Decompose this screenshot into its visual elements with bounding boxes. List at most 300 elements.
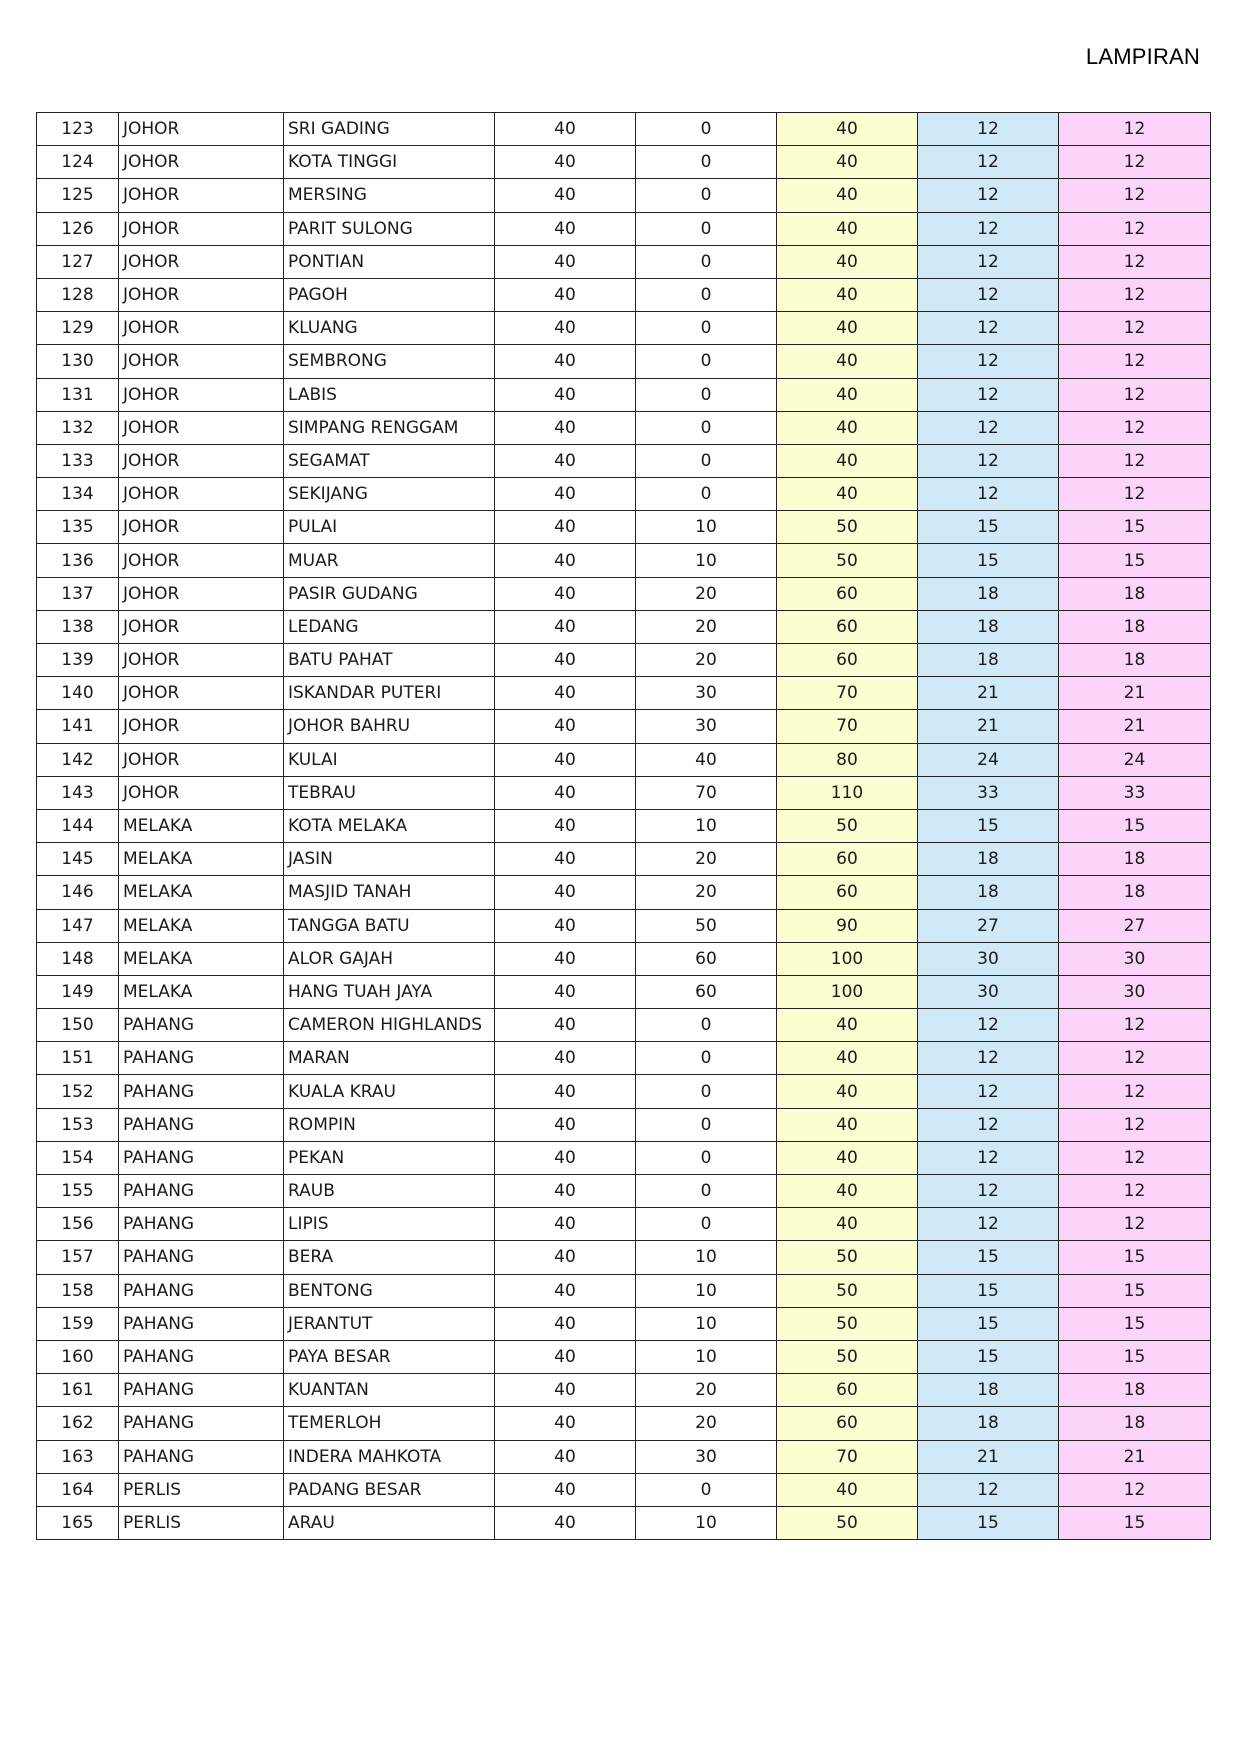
row-number-cell: 156: [37, 1208, 119, 1241]
row-number-cell: 149: [37, 975, 119, 1008]
base-value-cell: 40: [495, 1473, 636, 1506]
total-value-cell: 40: [777, 179, 918, 212]
table-row: [37, 942, 1211, 975]
share-value-cell-2: 12: [1059, 345, 1211, 378]
share-value-cell-2: 12: [1059, 378, 1211, 411]
share-value-cell-1: 15: [918, 1241, 1059, 1274]
constituency-cell: KULAI: [284, 743, 495, 776]
share-value-cell-2: 12: [1059, 1208, 1211, 1241]
base-value-cell: 40: [495, 113, 636, 146]
table-row: [37, 809, 1211, 842]
share-value-cell-1: 12: [918, 1141, 1059, 1174]
constituency-cell: TEMERLOH: [284, 1407, 495, 1440]
row-number-cell: 126: [37, 212, 119, 245]
total-value-cell: 50: [777, 1307, 918, 1340]
constituency-cell: LEDANG: [284, 610, 495, 643]
state-cell: JOHOR: [119, 378, 284, 411]
share-value-cell-2: 12: [1059, 1108, 1211, 1141]
additional-value-cell: 10: [636, 1241, 777, 1274]
share-value-cell-1: 12: [918, 1075, 1059, 1108]
additional-value-cell: 0: [636, 245, 777, 278]
base-value-cell: 40: [495, 1108, 636, 1141]
table-row: [37, 610, 1211, 643]
share-value-cell-1: 12: [918, 444, 1059, 477]
share-value-cell-2: 15: [1059, 809, 1211, 842]
table-row: [37, 1175, 1211, 1208]
constituency-cell: SEGAMAT: [284, 444, 495, 477]
share-value-cell-2: 12: [1059, 245, 1211, 278]
additional-value-cell: 20: [636, 610, 777, 643]
base-value-cell: 40: [495, 511, 636, 544]
total-value-cell: 40: [777, 411, 918, 444]
constituency-cell: JASIN: [284, 843, 495, 876]
share-value-cell-1: 12: [918, 1473, 1059, 1506]
table-row: [37, 345, 1211, 378]
base-value-cell: 40: [495, 278, 636, 311]
state-cell: JOHOR: [119, 146, 284, 179]
row-number-cell: 160: [37, 1340, 119, 1373]
state-cell: PAHANG: [119, 1274, 284, 1307]
row-number-cell: 152: [37, 1075, 119, 1108]
base-value-cell: 40: [495, 1241, 636, 1274]
share-value-cell-2: 15: [1059, 544, 1211, 577]
base-value-cell: 40: [495, 1175, 636, 1208]
table-row: [37, 146, 1211, 179]
share-value-cell-2: 21: [1059, 677, 1211, 710]
total-value-cell: 50: [777, 1506, 918, 1539]
state-cell: PAHANG: [119, 1108, 284, 1141]
base-value-cell: 40: [495, 312, 636, 345]
total-value-cell: 40: [777, 345, 918, 378]
constituency-cell: PONTIAN: [284, 245, 495, 278]
additional-value-cell: 10: [636, 1274, 777, 1307]
table-row: [37, 444, 1211, 477]
constituency-cell: TANGGA BATU: [284, 909, 495, 942]
share-value-cell-1: 12: [918, 411, 1059, 444]
share-value-cell-2: 18: [1059, 644, 1211, 677]
share-value-cell-1: 12: [918, 1208, 1059, 1241]
share-value-cell-1: 18: [918, 876, 1059, 909]
share-value-cell-2: 15: [1059, 1506, 1211, 1539]
state-cell: JOHOR: [119, 776, 284, 809]
row-number-cell: 124: [37, 146, 119, 179]
row-number-cell: 123: [37, 113, 119, 146]
table-row: [37, 644, 1211, 677]
total-value-cell: 70: [777, 1440, 918, 1473]
allocation-table: [36, 112, 1211, 1540]
total-value-cell: 50: [777, 809, 918, 842]
state-cell: JOHOR: [119, 677, 284, 710]
state-cell: JOHOR: [119, 644, 284, 677]
constituency-cell: KOTA TINGGI: [284, 146, 495, 179]
table-row: [37, 1108, 1211, 1141]
row-number-cell: 153: [37, 1108, 119, 1141]
state-cell: JOHOR: [119, 212, 284, 245]
share-value-cell-1: 12: [918, 1175, 1059, 1208]
constituency-cell: BENTONG: [284, 1274, 495, 1307]
state-cell: MELAKA: [119, 909, 284, 942]
table-row: [37, 278, 1211, 311]
table-row: [37, 1307, 1211, 1340]
share-value-cell-1: 12: [918, 312, 1059, 345]
state-cell: JOHOR: [119, 179, 284, 212]
base-value-cell: 40: [495, 610, 636, 643]
constituency-cell: MASJID TANAH: [284, 876, 495, 909]
total-value-cell: 60: [777, 1374, 918, 1407]
share-value-cell-2: 12: [1059, 411, 1211, 444]
additional-value-cell: 0: [636, 411, 777, 444]
row-number-cell: 146: [37, 876, 119, 909]
row-number-cell: 133: [37, 444, 119, 477]
additional-value-cell: 0: [636, 1108, 777, 1141]
total-value-cell: 40: [777, 1075, 918, 1108]
share-value-cell-2: 12: [1059, 278, 1211, 311]
additional-value-cell: 0: [636, 278, 777, 311]
state-cell: JOHOR: [119, 544, 284, 577]
table-row: [37, 1374, 1211, 1407]
row-number-cell: 134: [37, 478, 119, 511]
additional-value-cell: 0: [636, 179, 777, 212]
table-row: [37, 1506, 1211, 1539]
base-value-cell: 40: [495, 776, 636, 809]
additional-value-cell: 20: [636, 577, 777, 610]
share-value-cell-1: 15: [918, 511, 1059, 544]
constituency-cell: MUAR: [284, 544, 495, 577]
share-value-cell-1: 15: [918, 544, 1059, 577]
row-number-cell: 142: [37, 743, 119, 776]
total-value-cell: 40: [777, 1009, 918, 1042]
row-number-cell: 137: [37, 577, 119, 610]
table-row: [37, 113, 1211, 146]
share-value-cell-2: 12: [1059, 1075, 1211, 1108]
share-value-cell-1: 18: [918, 1374, 1059, 1407]
additional-value-cell: 0: [636, 1075, 777, 1108]
share-value-cell-1: 21: [918, 677, 1059, 710]
row-number-cell: 151: [37, 1042, 119, 1075]
total-value-cell: 60: [777, 843, 918, 876]
share-value-cell-1: 21: [918, 710, 1059, 743]
total-value-cell: 40: [777, 378, 918, 411]
share-value-cell-2: 18: [1059, 610, 1211, 643]
total-value-cell: 80: [777, 743, 918, 776]
total-value-cell: 50: [777, 511, 918, 544]
share-value-cell-2: 12: [1059, 312, 1211, 345]
table-row: [37, 843, 1211, 876]
row-number-cell: 136: [37, 544, 119, 577]
table-row: [37, 1042, 1211, 1075]
table-row: [37, 776, 1211, 809]
total-value-cell: 40: [777, 1042, 918, 1075]
state-cell: PAHANG: [119, 1208, 284, 1241]
share-value-cell-2: 24: [1059, 743, 1211, 776]
share-value-cell-2: 12: [1059, 212, 1211, 245]
state-cell: PERLIS: [119, 1473, 284, 1506]
additional-value-cell: 0: [636, 345, 777, 378]
base-value-cell: 40: [495, 743, 636, 776]
state-cell: PAHANG: [119, 1440, 284, 1473]
total-value-cell: 70: [777, 710, 918, 743]
total-value-cell: 60: [777, 577, 918, 610]
row-number-cell: 157: [37, 1241, 119, 1274]
constituency-cell: MERSING: [284, 179, 495, 212]
base-value-cell: 40: [495, 544, 636, 577]
row-number-cell: 125: [37, 179, 119, 212]
additional-value-cell: 20: [636, 843, 777, 876]
share-value-cell-1: 15: [918, 809, 1059, 842]
constituency-cell: HANG TUAH JAYA: [284, 975, 495, 1008]
total-value-cell: 40: [777, 146, 918, 179]
table-row: [37, 1473, 1211, 1506]
row-number-cell: 158: [37, 1274, 119, 1307]
constituency-cell: PEKAN: [284, 1141, 495, 1174]
share-value-cell-2: 18: [1059, 843, 1211, 876]
additional-value-cell: 0: [636, 378, 777, 411]
total-value-cell: 40: [777, 444, 918, 477]
total-value-cell: 40: [777, 1175, 918, 1208]
base-value-cell: 40: [495, 1075, 636, 1108]
constituency-cell: INDERA MAHKOTA: [284, 1440, 495, 1473]
share-value-cell-2: 12: [1059, 1009, 1211, 1042]
share-value-cell-1: 12: [918, 478, 1059, 511]
table-row: [37, 1075, 1211, 1108]
table-row: [37, 975, 1211, 1008]
base-value-cell: 40: [495, 378, 636, 411]
constituency-cell: BERA: [284, 1241, 495, 1274]
table-row: [37, 544, 1211, 577]
share-value-cell-2: 12: [1059, 1175, 1211, 1208]
constituency-cell: SIMPANG RENGGAM: [284, 411, 495, 444]
additional-value-cell: 0: [636, 1175, 777, 1208]
share-value-cell-1: 24: [918, 743, 1059, 776]
share-value-cell-1: 12: [918, 1042, 1059, 1075]
share-value-cell-1: 12: [918, 1009, 1059, 1042]
additional-value-cell: 10: [636, 809, 777, 842]
share-value-cell-2: 15: [1059, 1274, 1211, 1307]
table-row: [37, 876, 1211, 909]
additional-value-cell: 0: [636, 1208, 777, 1241]
additional-value-cell: 60: [636, 942, 777, 975]
base-value-cell: 40: [495, 876, 636, 909]
table-row: [37, 245, 1211, 278]
constituency-cell: ISKANDAR PUTERI: [284, 677, 495, 710]
table-row: [37, 1009, 1211, 1042]
share-value-cell-1: 12: [918, 378, 1059, 411]
total-value-cell: 40: [777, 113, 918, 146]
share-value-cell-1: 21: [918, 1440, 1059, 1473]
constituency-cell: ROMPIN: [284, 1108, 495, 1141]
state-cell: PAHANG: [119, 1374, 284, 1407]
base-value-cell: 40: [495, 1374, 636, 1407]
base-value-cell: 40: [495, 245, 636, 278]
additional-value-cell: 10: [636, 1506, 777, 1539]
row-number-cell: 138: [37, 610, 119, 643]
row-number-cell: 128: [37, 278, 119, 311]
share-value-cell-1: 18: [918, 843, 1059, 876]
total-value-cell: 60: [777, 610, 918, 643]
share-value-cell-1: 12: [918, 345, 1059, 378]
table-row: [37, 478, 1211, 511]
table-row: [37, 909, 1211, 942]
share-value-cell-1: 18: [918, 644, 1059, 677]
table-row: [37, 1440, 1211, 1473]
total-value-cell: 100: [777, 942, 918, 975]
base-value-cell: 40: [495, 1340, 636, 1373]
constituency-cell: PAYA BESAR: [284, 1340, 495, 1373]
row-number-cell: 141: [37, 710, 119, 743]
share-value-cell-2: 12: [1059, 444, 1211, 477]
state-cell: PAHANG: [119, 1075, 284, 1108]
state-cell: PAHANG: [119, 1009, 284, 1042]
share-value-cell-2: 18: [1059, 1407, 1211, 1440]
state-cell: MELAKA: [119, 975, 284, 1008]
additional-value-cell: 0: [636, 1042, 777, 1075]
constituency-cell: SRI GADING: [284, 113, 495, 146]
share-value-cell-1: 33: [918, 776, 1059, 809]
row-number-cell: 150: [37, 1009, 119, 1042]
table-row: [37, 1241, 1211, 1274]
constituency-cell: PADANG BESAR: [284, 1473, 495, 1506]
row-number-cell: 147: [37, 909, 119, 942]
total-value-cell: 40: [777, 478, 918, 511]
share-value-cell-1: 30: [918, 942, 1059, 975]
additional-value-cell: 0: [636, 478, 777, 511]
additional-value-cell: 30: [636, 1440, 777, 1473]
constituency-cell: PARIT SULONG: [284, 212, 495, 245]
state-cell: JOHOR: [119, 444, 284, 477]
total-value-cell: 90: [777, 909, 918, 942]
row-number-cell: 164: [37, 1473, 119, 1506]
row-number-cell: 159: [37, 1307, 119, 1340]
total-value-cell: 50: [777, 1241, 918, 1274]
share-value-cell-1: 12: [918, 113, 1059, 146]
total-value-cell: 50: [777, 544, 918, 577]
constituency-cell: RAUB: [284, 1175, 495, 1208]
additional-value-cell: 50: [636, 909, 777, 942]
state-cell: MELAKA: [119, 843, 284, 876]
share-value-cell-2: 15: [1059, 1241, 1211, 1274]
row-number-cell: 163: [37, 1440, 119, 1473]
base-value-cell: 40: [495, 710, 636, 743]
share-value-cell-1: 12: [918, 179, 1059, 212]
table-row: [37, 577, 1211, 610]
row-number-cell: 139: [37, 644, 119, 677]
base-value-cell: 40: [495, 1407, 636, 1440]
row-number-cell: 129: [37, 312, 119, 345]
additional-value-cell: 30: [636, 710, 777, 743]
base-value-cell: 40: [495, 212, 636, 245]
base-value-cell: 40: [495, 644, 636, 677]
total-value-cell: 100: [777, 975, 918, 1008]
additional-value-cell: 70: [636, 776, 777, 809]
table-row: [37, 1407, 1211, 1440]
share-value-cell-2: 12: [1059, 113, 1211, 146]
total-value-cell: 40: [777, 1208, 918, 1241]
page-header-title: LAMPIRAN: [1085, 44, 1200, 69]
share-value-cell-2: 30: [1059, 942, 1211, 975]
additional-value-cell: 20: [636, 876, 777, 909]
share-value-cell-2: 27: [1059, 909, 1211, 942]
constituency-cell: LIPIS: [284, 1208, 495, 1241]
row-number-cell: 155: [37, 1175, 119, 1208]
total-value-cell: 40: [777, 312, 918, 345]
constituency-cell: PULAI: [284, 511, 495, 544]
base-value-cell: 40: [495, 411, 636, 444]
state-cell: PERLIS: [119, 1506, 284, 1539]
table-body: [37, 113, 1211, 1540]
total-value-cell: 40: [777, 1473, 918, 1506]
share-value-cell-2: 18: [1059, 876, 1211, 909]
base-value-cell: 40: [495, 1009, 636, 1042]
total-value-cell: 40: [777, 1108, 918, 1141]
table-row: [37, 179, 1211, 212]
base-value-cell: 40: [495, 146, 636, 179]
table-row: [37, 743, 1211, 776]
constituency-cell: JOHOR BAHRU: [284, 710, 495, 743]
constituency-cell: ALOR GAJAH: [284, 942, 495, 975]
share-value-cell-1: 27: [918, 909, 1059, 942]
total-value-cell: 40: [777, 212, 918, 245]
row-number-cell: 130: [37, 345, 119, 378]
share-value-cell-2: 33: [1059, 776, 1211, 809]
share-value-cell-2: 18: [1059, 577, 1211, 610]
state-cell: JOHOR: [119, 710, 284, 743]
total-value-cell: 60: [777, 876, 918, 909]
additional-value-cell: 20: [636, 644, 777, 677]
state-cell: JOHOR: [119, 411, 284, 444]
base-value-cell: 40: [495, 1506, 636, 1539]
base-value-cell: 40: [495, 942, 636, 975]
row-number-cell: 143: [37, 776, 119, 809]
additional-value-cell: 20: [636, 1407, 777, 1440]
table-row: [37, 1208, 1211, 1241]
share-value-cell-1: 18: [918, 1407, 1059, 1440]
state-cell: JOHOR: [119, 345, 284, 378]
table-row: [37, 1141, 1211, 1174]
row-number-cell: 161: [37, 1374, 119, 1407]
constituency-cell: CAMERON HIGHLANDS: [284, 1009, 495, 1042]
share-value-cell-1: 12: [918, 146, 1059, 179]
additional-value-cell: 20: [636, 1374, 777, 1407]
constituency-cell: KUALA KRAU: [284, 1075, 495, 1108]
total-value-cell: 60: [777, 1407, 918, 1440]
total-value-cell: 50: [777, 1274, 918, 1307]
base-value-cell: 40: [495, 1208, 636, 1241]
additional-value-cell: 0: [636, 312, 777, 345]
state-cell: JOHOR: [119, 577, 284, 610]
total-value-cell: 40: [777, 1141, 918, 1174]
additional-value-cell: 0: [636, 212, 777, 245]
base-value-cell: 40: [495, 1307, 636, 1340]
total-value-cell: 60: [777, 644, 918, 677]
state-cell: JOHOR: [119, 610, 284, 643]
base-value-cell: 40: [495, 1274, 636, 1307]
base-value-cell: 40: [495, 577, 636, 610]
row-number-cell: 154: [37, 1141, 119, 1174]
share-value-cell-1: 15: [918, 1274, 1059, 1307]
additional-value-cell: 30: [636, 677, 777, 710]
state-cell: PAHANG: [119, 1307, 284, 1340]
state-cell: JOHOR: [119, 113, 284, 146]
constituency-cell: PAGOH: [284, 278, 495, 311]
constituency-cell: KUANTAN: [284, 1374, 495, 1407]
row-number-cell: 162: [37, 1407, 119, 1440]
constituency-cell: BATU PAHAT: [284, 644, 495, 677]
state-cell: PAHANG: [119, 1175, 284, 1208]
base-value-cell: 40: [495, 909, 636, 942]
share-value-cell-1: 12: [918, 278, 1059, 311]
constituency-cell: TEBRAU: [284, 776, 495, 809]
base-value-cell: 40: [495, 179, 636, 212]
